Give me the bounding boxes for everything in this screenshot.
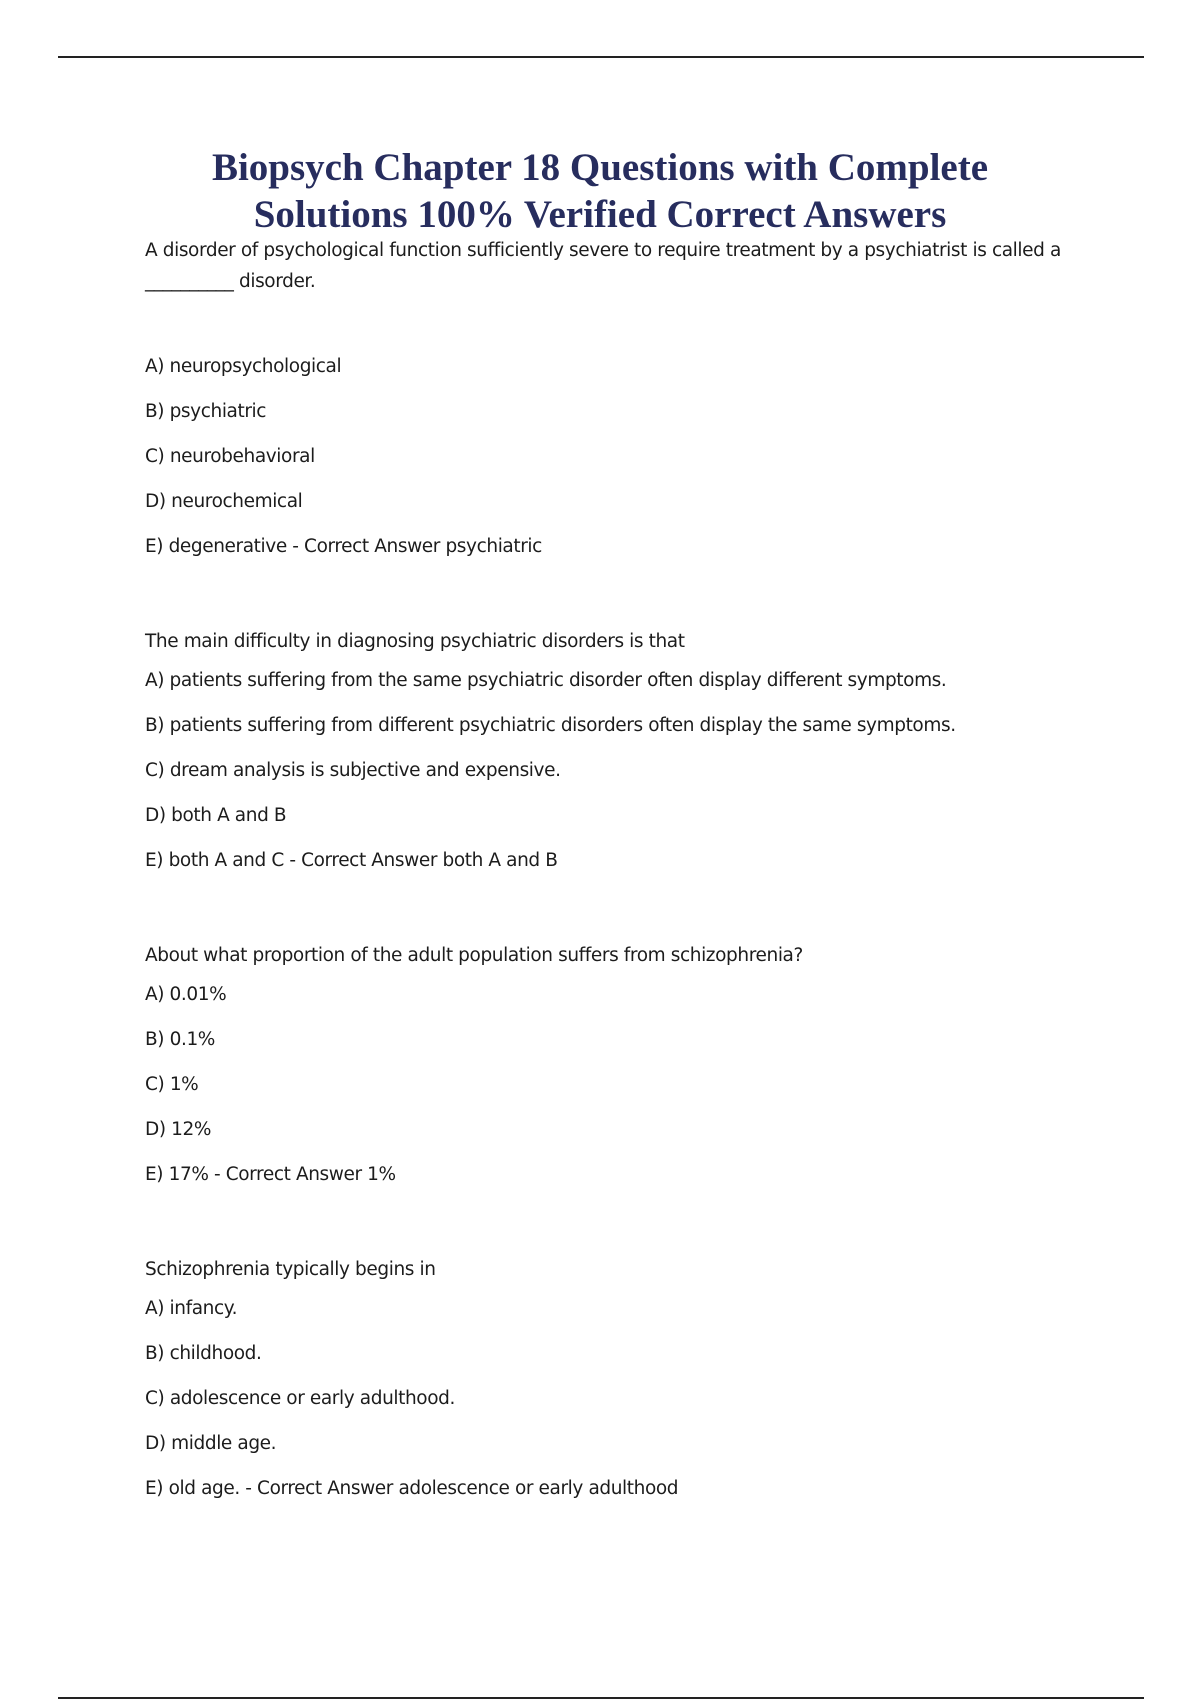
footer-rule [58, 1697, 1144, 1699]
header-rule [58, 56, 1144, 58]
option-d: D) both A and B [145, 805, 287, 826]
question-text: The main difficulty in diagnosing psychiatric disorders is that [145, 631, 685, 652]
option-b: B) childhood. [145, 1343, 262, 1364]
option-d: D) 12% [145, 1119, 212, 1140]
option-e-answer: E) degenerative - Correct Answer psychiatric [145, 536, 542, 557]
question-1 [145, 235, 1065, 558]
option-c: C) neurobehavioral [145, 446, 315, 467]
option-b: B) psychiatric [145, 401, 267, 422]
option-c: C) adolescence or early adulthood. [145, 1388, 455, 1409]
option-a: A) neuropsychological [145, 356, 342, 377]
option-a: A) 0.01% [145, 984, 227, 1005]
option-b: B) 0.1% [145, 1029, 215, 1050]
option-a: A) infancy. [145, 1298, 238, 1319]
question-4 [145, 1254, 1065, 1500]
option-d: D) neurochemical [145, 491, 303, 512]
document-body [145, 235, 1065, 1523]
question-text: A disorder of psychological function sufficiently severe to require treatment by a psychiatrist is called a __________ disorder. [145, 240, 1061, 292]
question-2 [145, 626, 1065, 872]
option-c: C) dream analysis is subjective and expensive. [145, 760, 561, 781]
option-c: C) 1% [145, 1074, 199, 1095]
question-text: Schizophrenia typically begins in [145, 1259, 436, 1280]
option-e-answer: E) 17% - Correct Answer 1% [145, 1164, 396, 1185]
option-e-answer: E) both A and C - Correct Answer both A and B [145, 850, 558, 871]
question-3 [145, 940, 1065, 1186]
question-text: About what proportion of the adult population suffers from schizophrenia? [145, 945, 803, 966]
option-b: B) patients suffering from different psychiatric disorders often display the same symptoms. [145, 715, 956, 736]
option-a: A) patients suffering from the same psychiatric disorder often display different symptoms. [145, 670, 947, 691]
option-d: D) middle age. [145, 1433, 277, 1454]
document-title: Biopsych Chapter 18 Questions with Complete Solutions 100% Verified Correct Answers [211, 146, 989, 236]
option-e-answer: E) old age. - Correct Answer adolescence or early adulthood [145, 1478, 679, 1499]
